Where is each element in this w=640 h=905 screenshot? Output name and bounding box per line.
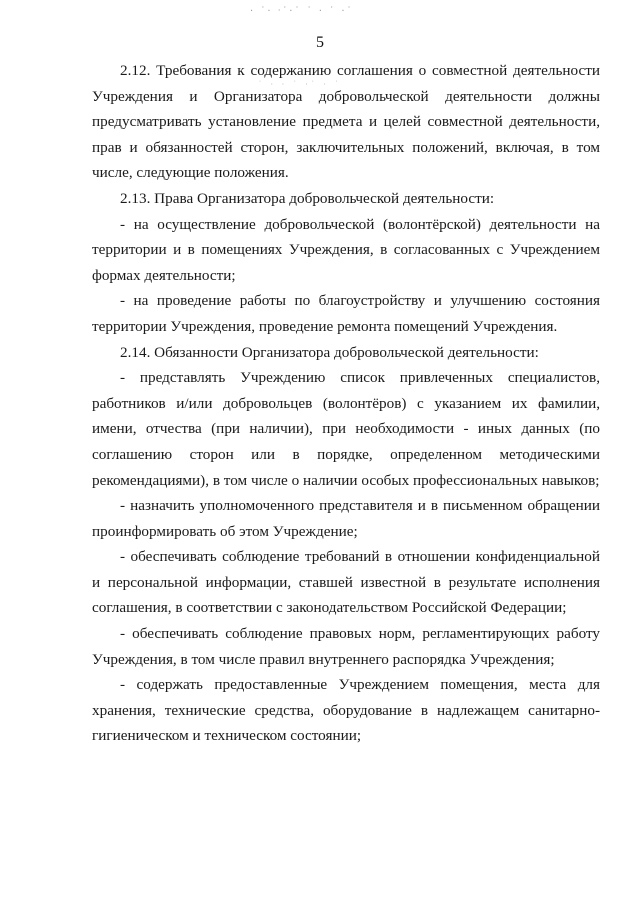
list-item-duty-4: - обеспечивать соблюдение правовых норм, регламентирующих работу Учреждения, в том числе правил внутреннего распорядка Учреждения; — [92, 625, 600, 668]
paragraph-2-14: 2.14. Обязанности Организатора добровольческой деятельности: — [120, 343, 539, 361]
list-item-right-2: - на проведение работы по благоустройству и улучшению состояния территории Учреждения, проведение ремонта помещений Учреждения. — [92, 292, 600, 335]
scan-artifact: · ˙· ᐧ˙·˙ ˙ · ˙ ·˙ — [250, 6, 354, 17]
paragraph-2-12: 2.12. Требования к содержанию соглашения о совместной деятельности Учреждения и Организатора добровольческой деятельности должны предусматривать установление предмета и целей совместной деятельности, прав и обязанностей сторон, заключительных положений, включая, в том числе, следующие положения. — [92, 62, 600, 182]
paragraph-2-13: 2.13. Права Организатора добровольческой деятельности: — [120, 189, 495, 207]
list-item-right-1: - на осуществление добровольческой (волонтёрской) деятельности на территории и в помещениях Учреждения, в согласованных с Учреждением формах деятельности; — [92, 215, 600, 284]
page-number: 5 — [316, 34, 324, 51]
scan-artifact-faint: ˙ · · ˙ ·˙ · ˙ — [258, 80, 342, 89]
list-item-duty-2: - назначить уполномоченного представителя и в письменном обращении проинформировать об этом Учреждение; — [92, 497, 600, 540]
list-item-duty-5: - содержать предоставленные Учреждением помещения, места для хранения, технические средства, оборудование в надлежащем санитарно-гигиеническом и техническом состоянии; — [92, 676, 600, 745]
list-item-duty-1: - представлять Учреждению список привлеченных специалистов, работников и/или добровольцев (волонтёров) с указанием их фамилии, имени, отчества (при наличии), при необходимости - иных данных (по соглашению сторон или в порядке, определенном методическими рекомендациями), в том числе о наличии особых профессиональных навыков; — [92, 369, 600, 489]
body-text — [92, 58, 600, 749]
list-item-duty-3: - обеспечивать соблюдение требований в отношении конфиденциальной и персональной информации, ставшей известной в результате исполнения соглашения, в соответствии с законодательством Российской Федерации; — [92, 548, 600, 617]
